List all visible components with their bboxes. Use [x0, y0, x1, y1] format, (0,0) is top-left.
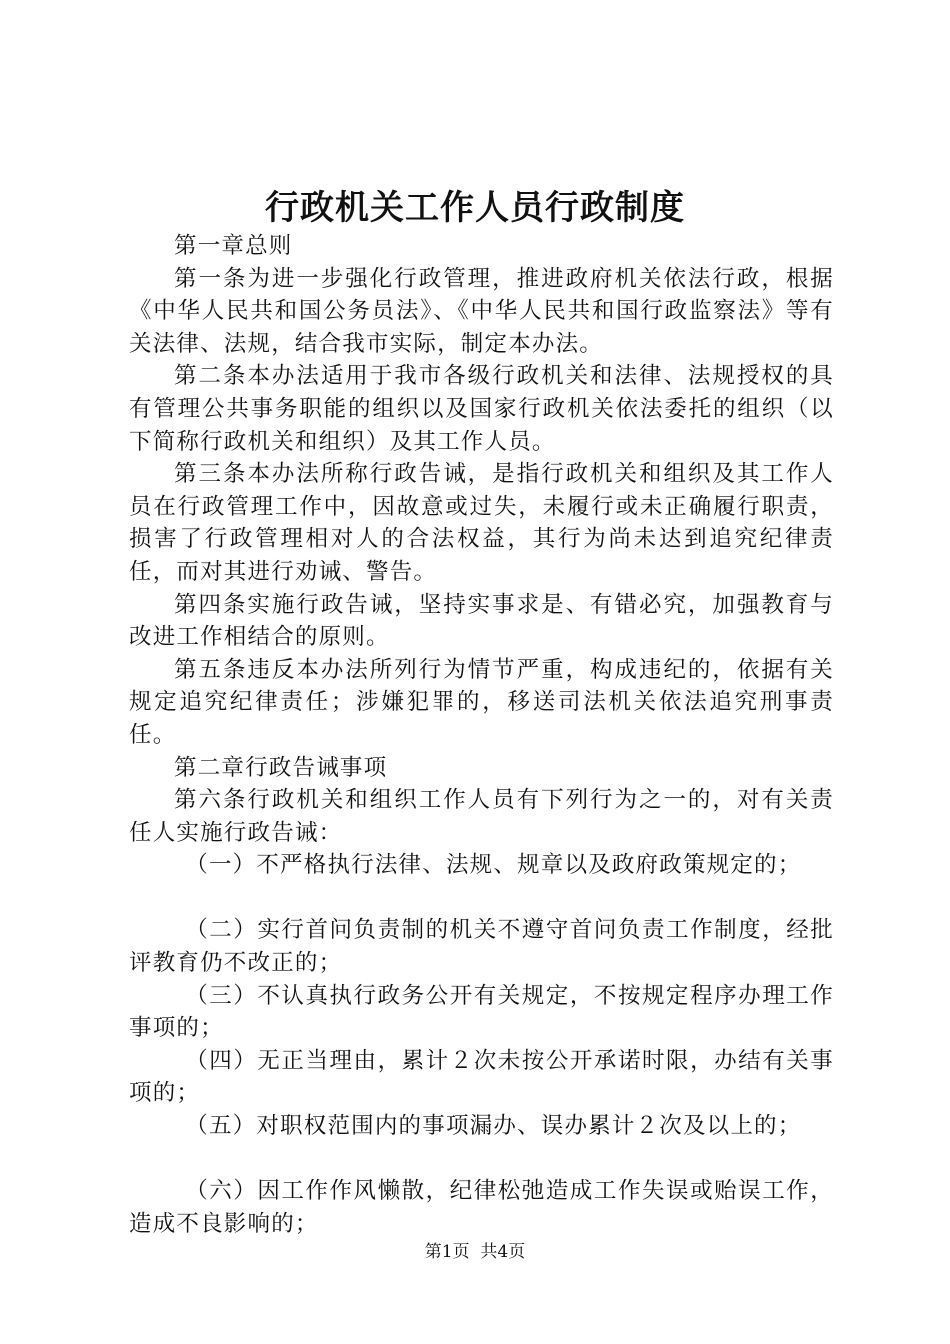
article-paragraph: 第二条本办法适用于我市各级行政机关和法律、法规授权的具有管理公共事务职能的组织以及国家行政机关依法委托的组织（以下简称行政机关和组织）及其工作人员。	[129, 363, 834, 455]
article-paragraph: 第六条行政机关和组织工作人员有下列行为之一的，对有关责任人实施行政告诫：	[129, 787, 834, 846]
page-footer	[0, 1240, 950, 1264]
document-title: 行政机关工作人员行政制度	[265, 188, 685, 228]
list-item: （四）无正当理由，累计２次未按公开承诺时限，办结有关事项的；	[129, 1047, 834, 1107]
list-item: （五）对职权范围内的事项漏办、误办累计２次及以上的；	[185, 1113, 802, 1140]
chapter-heading: 第一章总则	[174, 233, 293, 259]
article-paragraph: 第五条违反本办法所列行为情节严重，构成违纪的，依据有关规定追究纪律责任；涉嫌犯罪的，移送司法机关依法追究刑事责任。	[129, 656, 834, 748]
article-paragraph: 第四条实施行政告诫，坚持实事求是、有错必究，加强教育与改进工作相结合的原则。	[129, 591, 834, 651]
article-paragraph: 第一条为进一步强化行政管理，推进政府机关依法行政，根据《中华人民共和国公务员法》、《中华人民共和国行政监察法》等有关法律、法规，结合我市实际，制定本办法。	[129, 265, 834, 357]
list-item: （六）因工作作风懒散，纪律松弛造成工作失误或贻误工作，造成不良影响的；	[129, 1178, 834, 1237]
article-paragraph: 第三条本办法所称行政告诫，是指行政机关和组织及其工作人员在行政管理工作中，因故意或过失，未履行或未正确履行职责，损害了行政管理相对人的合法权益，其行为尚未达到追究纪律责任，而对其进行劝诫、警告。	[129, 461, 834, 585]
list-item: （二）实行首问负责制的机关不遵守首问负责工作制度，经批评教育仍不改正的；	[129, 917, 834, 977]
list-item: （一）不严格执行法律、法规、规章以及政府政策规定的；	[185, 852, 802, 879]
page-total: 共4页	[480, 1242, 526, 1262]
list-item: （三）不认真执行政务公开有关规定，不按规定程序办理工作事项的；	[129, 982, 834, 1042]
chapter-heading: 第二章行政告诫事项	[174, 754, 388, 781]
page-number: 第1页	[424, 1242, 470, 1262]
document-body	[129, 230, 834, 1240]
